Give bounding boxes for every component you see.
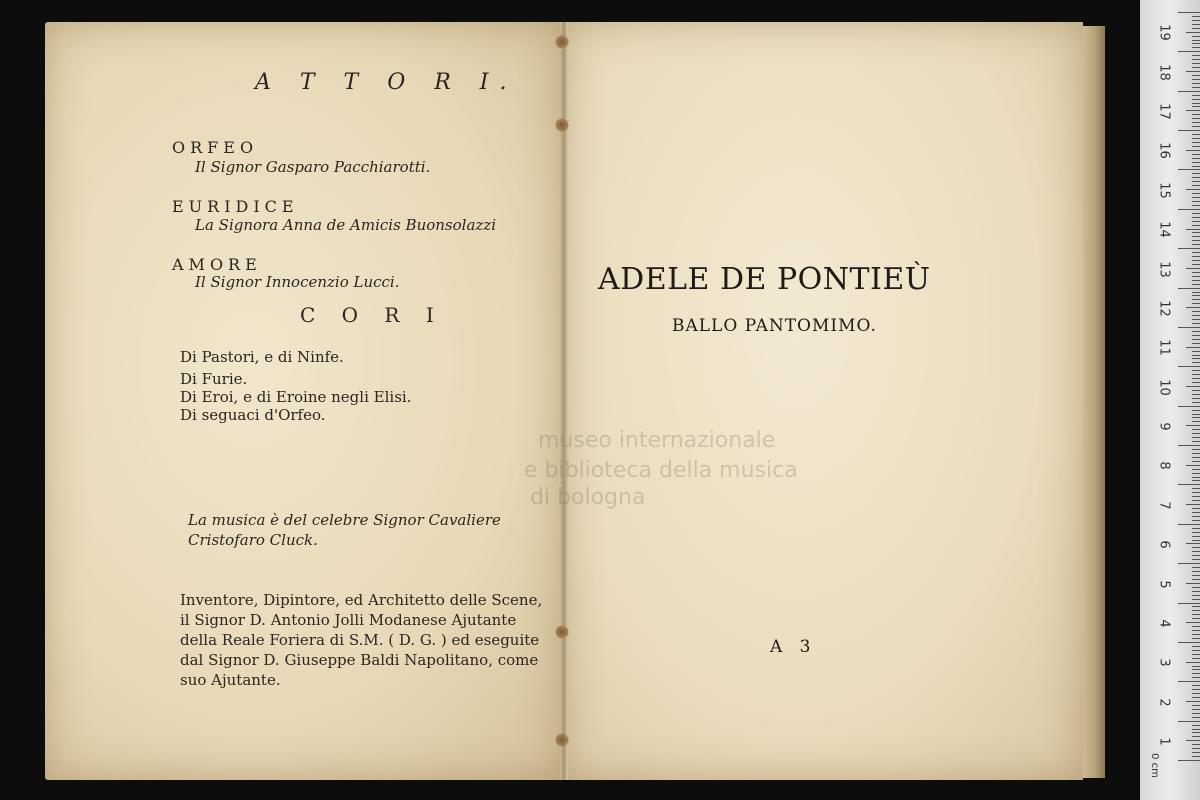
ruler-tick (1192, 99, 1200, 100)
ruler-tick (1192, 477, 1200, 478)
ruler-tick (1192, 414, 1200, 415)
ruler-tick (1192, 402, 1200, 403)
ruler-tick (1178, 248, 1200, 249)
ballet-subtitle: BALLO PANTOMIMO. (672, 316, 877, 336)
ruler-tick (1192, 40, 1200, 41)
ruler-number: 17 (1156, 103, 1172, 120)
ruler-tick (1192, 240, 1200, 241)
ruler-tick (1178, 760, 1200, 761)
ruler-tick (1178, 721, 1200, 722)
scenery-credit: Inventore, Dipintore, ed Architetto delle Scene, il Signor D. Antonio Jolli Modanese Ajutante della Reale Foriera di S.M. ( D. G. ) ed eseguite dal Signor D. Giuseppe Baldi Napolitano, come suo Ajutante. (180, 591, 543, 689)
ruler-tick (1186, 583, 1200, 584)
ruler-tick (1192, 158, 1200, 159)
ruler-tick (1192, 114, 1200, 115)
ruler-tick (1192, 236, 1200, 237)
ruler-tick (1192, 276, 1200, 277)
ruler-tick (1192, 36, 1200, 37)
ruler-tick (1186, 740, 1200, 741)
ruler-tick (1186, 150, 1200, 151)
ruler-tick (1178, 445, 1200, 446)
ruler-unit: 0 cm (1148, 753, 1160, 778)
library-watermark-line: e biblioteca della musica (524, 458, 798, 483)
ruler-tick (1192, 272, 1200, 273)
ruler-tick (1192, 496, 1200, 497)
ruler-tick (1192, 449, 1200, 450)
ruler-tick (1178, 12, 1200, 13)
ruler-tick (1192, 685, 1200, 686)
ruler-tick (1192, 303, 1200, 304)
ruler-tick (1192, 394, 1200, 395)
ruler-tick (1192, 646, 1200, 647)
ruler-tick (1192, 630, 1200, 631)
ruler-number: 16 (1156, 142, 1172, 160)
ruler-tick (1192, 516, 1200, 517)
ruler-tick (1192, 677, 1200, 678)
measuring-ruler (1140, 0, 1200, 800)
ruler-tick (1192, 618, 1200, 619)
ruler-tick (1192, 555, 1200, 556)
ruler-tick (1192, 59, 1200, 60)
right-page (563, 22, 1083, 780)
ruler-tick (1192, 382, 1200, 383)
ruler-tick (1192, 256, 1200, 257)
ruler-tick (1178, 681, 1200, 682)
ruler-tick (1192, 571, 1200, 572)
ruler-tick (1186, 347, 1200, 348)
role-name: AMORE (172, 255, 262, 274)
ruler-number: 14 (1156, 221, 1172, 238)
ruler-tick (1192, 658, 1200, 659)
ruler-tick (1192, 492, 1200, 493)
ruler-tick (1178, 366, 1200, 367)
ruler-tick (1192, 47, 1200, 48)
ruler-tick (1192, 752, 1200, 753)
ruler-tick (1178, 91, 1200, 92)
ruler-tick (1192, 410, 1200, 411)
ruler-tick (1192, 358, 1200, 359)
ruler-tick (1186, 425, 1200, 426)
ruler-number: 3 (1156, 658, 1172, 667)
ruler-tick (1192, 138, 1200, 139)
ruler-tick (1192, 457, 1200, 458)
ruler-tick (1192, 142, 1200, 143)
ruler-tick (1192, 595, 1200, 596)
ruler-tick (1192, 205, 1200, 206)
ruler-tick (1192, 575, 1200, 576)
ruler-tick (1192, 433, 1200, 434)
ruler-tick (1192, 295, 1200, 296)
ruler-tick (1192, 20, 1200, 21)
ruler-tick (1192, 480, 1200, 481)
ruler-tick (1192, 181, 1200, 182)
ruler-tick (1192, 162, 1200, 163)
ruler-tick (1192, 335, 1200, 336)
ruler-tick (1186, 307, 1200, 308)
ruler-tick (1192, 244, 1200, 245)
ruler-tick (1192, 103, 1200, 104)
ruler-tick (1192, 292, 1200, 293)
chorus-line: Di seguaci d'Orfeo. (180, 406, 326, 424)
ruler-tick (1192, 500, 1200, 501)
ruler-tick (1186, 701, 1200, 702)
ruler-tick (1178, 209, 1200, 210)
ruler-tick (1178, 563, 1200, 564)
ruler-tick (1192, 252, 1200, 253)
ruler-tick (1192, 441, 1200, 442)
ruler-tick (1178, 327, 1200, 328)
ruler-tick (1192, 461, 1200, 462)
page-signature: A 3 (770, 637, 817, 657)
ruler-tick (1192, 197, 1200, 198)
ruler-number: 11 (1156, 339, 1172, 357)
ruler-tick (1192, 166, 1200, 167)
ruler-tick (1192, 154, 1200, 155)
page-edges (1083, 26, 1105, 778)
ruler-tick (1192, 355, 1200, 356)
ruler-tick (1192, 610, 1200, 611)
binding-stitch (555, 118, 569, 132)
ruler-tick (1192, 264, 1200, 265)
ruler-tick (1192, 134, 1200, 135)
ruler-tick (1186, 189, 1200, 190)
ruler-number: 6 (1156, 540, 1172, 549)
ruler-tick (1192, 193, 1200, 194)
ruler-tick (1192, 705, 1200, 706)
ruler-tick (1192, 473, 1200, 474)
ruler-tick (1192, 599, 1200, 600)
ruler-tick (1192, 736, 1200, 737)
role-name: EURIDICE (172, 197, 299, 216)
ruler-tick (1192, 67, 1200, 68)
ruler-tick (1192, 185, 1200, 186)
ruler-tick (1178, 484, 1200, 485)
actors-heading: A T T O R I. (255, 70, 518, 95)
ruler-tick (1192, 532, 1200, 533)
role-name: ORFEO (172, 138, 259, 157)
ruler-tick (1192, 520, 1200, 521)
ruler-tick (1192, 547, 1200, 548)
ruler-tick (1192, 693, 1200, 694)
ruler-tick (1192, 717, 1200, 718)
ruler-tick (1192, 319, 1200, 320)
ruler-tick (1192, 536, 1200, 537)
ruler-number: 18 (1156, 63, 1172, 81)
ruler-tick (1192, 79, 1200, 80)
book-spine (560, 22, 568, 780)
ruler-tick (1192, 614, 1200, 615)
ruler-tick (1192, 634, 1200, 635)
ruler-tick (1192, 469, 1200, 470)
ruler-tick (1192, 398, 1200, 399)
ruler-tick (1192, 508, 1200, 509)
ruler-tick (1192, 173, 1200, 174)
ruler-tick (1186, 71, 1200, 72)
ruler-tick (1192, 587, 1200, 588)
ruler-tick (1192, 591, 1200, 592)
ruler-tick (1192, 559, 1200, 560)
ruler-tick (1192, 606, 1200, 607)
ruler-tick (1192, 370, 1200, 371)
ruler-tick (1192, 311, 1200, 312)
ruler-tick (1192, 232, 1200, 233)
ruler-tick (1192, 638, 1200, 639)
chorus-heading: C O R I (300, 303, 444, 327)
ruler-tick (1192, 756, 1200, 757)
ruler-tick (1178, 524, 1200, 525)
ruler-tick (1186, 386, 1200, 387)
ruler-tick (1192, 390, 1200, 391)
chorus-line: Di Eroi, e di Eroine negli Elisi. (180, 388, 412, 406)
ruler-tick (1192, 673, 1200, 674)
ruler-tick (1192, 284, 1200, 285)
ruler-tick (1192, 429, 1200, 430)
ruler-tick (1192, 221, 1200, 222)
ruler-tick (1192, 669, 1200, 670)
ruler-number: 4 (1156, 619, 1172, 628)
ruler-tick (1192, 118, 1200, 119)
ruler-number: 9 (1156, 422, 1172, 431)
ruler-tick (1192, 709, 1200, 710)
ruler-tick (1192, 16, 1200, 17)
ruler-tick (1178, 51, 1200, 52)
ruler-tick (1192, 280, 1200, 281)
ruler-tick (1192, 666, 1200, 667)
ruler-tick (1192, 217, 1200, 218)
ruler-tick (1192, 43, 1200, 44)
ruler-tick (1192, 225, 1200, 226)
ruler-tick (1192, 106, 1200, 107)
ruler-tick (1186, 504, 1200, 505)
ruler-tick (1192, 417, 1200, 418)
ruler-tick (1192, 453, 1200, 454)
ruler-tick (1192, 83, 1200, 84)
ruler-tick (1178, 642, 1200, 643)
ruler-tick (1192, 512, 1200, 513)
ruler-number: 15 (1156, 182, 1172, 199)
ruler-tick (1186, 662, 1200, 663)
ruler-number: 19 (1156, 24, 1172, 42)
singer-name: La Signora Anna de Amicis Buonsolazzi (195, 216, 496, 234)
ruler-tick (1192, 126, 1200, 127)
ruler-tick (1192, 55, 1200, 56)
binding-stitch (555, 625, 569, 639)
ruler-tick (1192, 75, 1200, 76)
ruler-tick (1178, 288, 1200, 289)
ruler-tick (1192, 697, 1200, 698)
ruler-tick (1192, 374, 1200, 375)
ruler-tick (1192, 343, 1200, 344)
ruler-tick (1186, 32, 1200, 33)
ruler-tick (1192, 331, 1200, 332)
binding-stitch (555, 35, 569, 49)
ruler-tick (1192, 654, 1200, 655)
ruler-number: 7 (1156, 501, 1172, 510)
ballet-title: ADELE DE PONTIEÙ (598, 262, 931, 297)
ruler-tick (1192, 713, 1200, 714)
ruler-tick (1192, 201, 1200, 202)
ruler-tick (1178, 169, 1200, 170)
ruler-tick (1186, 543, 1200, 544)
ruler-tick (1192, 421, 1200, 422)
ruler-tick (1192, 351, 1200, 352)
music-credit: La musica è del celebre Signor Cavaliere Cristofaro Cluck. (188, 511, 501, 549)
ruler-tick (1192, 437, 1200, 438)
singer-name: Il Signor Gasparo Pacchiarotti. (195, 158, 431, 176)
ruler-tick (1192, 650, 1200, 651)
ruler-tick (1192, 213, 1200, 214)
ruler-tick (1192, 744, 1200, 745)
ruler-tick (1186, 229, 1200, 230)
ruler-tick (1192, 689, 1200, 690)
ruler-tick (1178, 130, 1200, 131)
ruler-tick (1192, 528, 1200, 529)
ruler-tick (1178, 406, 1200, 407)
ruler-tick (1186, 110, 1200, 111)
ruler-tick (1192, 551, 1200, 552)
ruler-tick (1192, 24, 1200, 25)
ruler-tick (1192, 540, 1200, 541)
binding-stitch (555, 733, 569, 747)
ruler-tick (1192, 626, 1200, 627)
ruler-tick (1192, 362, 1200, 363)
ruler-tick (1192, 95, 1200, 96)
ruler-tick (1192, 567, 1200, 568)
ruler-number: 2 (1156, 697, 1172, 707)
ruler-tick (1186, 622, 1200, 623)
ruler-tick (1186, 268, 1200, 269)
ruler-tick (1192, 579, 1200, 580)
ruler-tick (1192, 488, 1200, 489)
ruler-number: 10 (1156, 378, 1172, 396)
ruler-tick (1192, 87, 1200, 88)
ruler-tick (1192, 299, 1200, 300)
ruler-number: 5 (1156, 579, 1172, 589)
chorus-line: Di Pastori, e di Ninfe. (180, 348, 344, 366)
ruler-tick (1192, 28, 1200, 29)
library-watermark-line: museo internazionale (538, 428, 776, 453)
ruler-tick (1192, 177, 1200, 178)
ruler-tick (1192, 339, 1200, 340)
ruler-number: 8 (1156, 461, 1172, 471)
ruler-tick (1192, 63, 1200, 64)
ruler-tick (1178, 603, 1200, 604)
library-watermark-line: di bologna (530, 485, 646, 510)
ruler-tick (1192, 729, 1200, 730)
ruler-tick (1192, 323, 1200, 324)
ruler-tick (1192, 378, 1200, 379)
ruler-tick (1192, 748, 1200, 749)
ruler-tick (1192, 732, 1200, 733)
chorus-line: Di Furie. (180, 370, 248, 388)
ruler-number: 13 (1156, 260, 1172, 278)
singer-name: Il Signor Innocenzio Lucci. (195, 273, 400, 291)
ruler-tick (1186, 465, 1200, 466)
ruler-tick (1192, 260, 1200, 261)
ruler-number: 12 (1156, 300, 1172, 317)
ruler-number: 1 (1156, 737, 1172, 746)
ruler-tick (1192, 146, 1200, 147)
ruler-tick (1192, 122, 1200, 123)
ruler-tick (1192, 725, 1200, 726)
ruler-tick (1192, 315, 1200, 316)
